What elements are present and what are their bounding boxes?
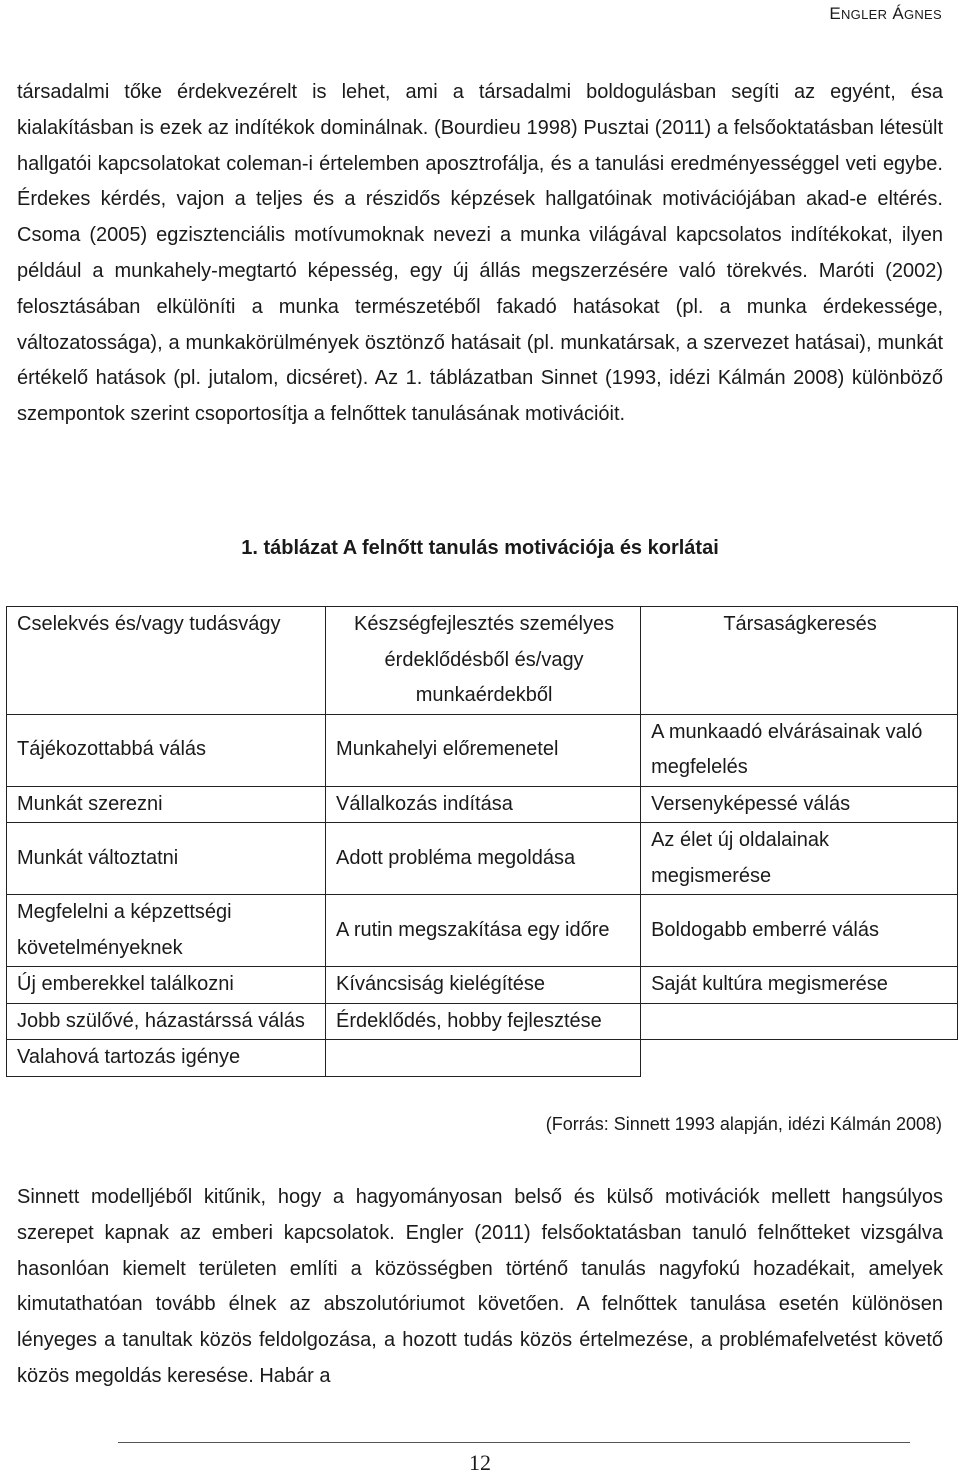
- table-cell: Valahová tartozás igénye: [7, 1040, 326, 1077]
- page-number: 12: [469, 1450, 491, 1475]
- table-row: [7, 895, 958, 967]
- table-source: (Forrás: Sinnett 1993 alapján, idézi Kálmán 2008): [545, 1114, 942, 1134]
- table-cell: Adott probléma megoldása: [326, 823, 641, 895]
- table-cell: Boldogabb emberré válás: [641, 895, 958, 967]
- author-last-rest: GNES: [903, 7, 942, 22]
- author-first-initial: E: [829, 4, 841, 23]
- table-cell: Munkát változtatni: [7, 823, 326, 895]
- table-cell: A rutin megszakítása egy időre: [326, 895, 641, 967]
- table-cell: [641, 1003, 958, 1040]
- table-cell: Megfelelni a képzettségi követelményeknek: [7, 895, 326, 967]
- table-cell: Versenyképessé válás: [641, 786, 958, 823]
- table-row: [7, 1003, 958, 1040]
- table-row: [7, 823, 958, 895]
- table-cell: Munkahelyi előremenetel: [326, 714, 641, 786]
- table-cell: Munkát szerezni: [7, 786, 326, 823]
- table-row: [7, 607, 958, 715]
- table-row: [7, 1040, 958, 1077]
- table-cell: Társaságkeresés: [641, 607, 958, 715]
- running-header: [829, 4, 942, 24]
- table-cell: Készségfejlesztés személyes érdeklődésből és/vagy munkaérdekből: [326, 607, 641, 715]
- table-cell: [326, 1040, 641, 1077]
- author-first-rest: NGLER: [840, 7, 888, 22]
- table-cell: Saját kultúra megismerése: [641, 967, 958, 1004]
- table-cell: Tájékozottabbá válás: [7, 714, 326, 786]
- table-cell: A munkaadó elvárásainak való megfelelés: [641, 714, 958, 786]
- table-cell: [641, 1040, 958, 1077]
- table-caption: 1. táblázat A felnőtt tanulás motivációja és korlátai: [241, 537, 719, 559]
- motivation-table: [6, 606, 958, 1077]
- table-cell: Kíváncsiság kielégítése: [326, 967, 641, 1004]
- table-cell: Az élet új oldalainak megismerése: [641, 823, 958, 895]
- table-cell: Jobb szülővé, házastárssá válás: [7, 1003, 326, 1040]
- table-cell: Vállalkozás indítása: [326, 786, 641, 823]
- author-last-initial: Á: [892, 4, 904, 23]
- table-row: [7, 714, 958, 786]
- table-cell: Érdeklődés, hobby fejlesztése: [326, 1003, 641, 1040]
- body-paragraph-2: Sinnett modelljéből kitűnik, hogy a hagyományosan belső és külső motivációk mellett hangsúlyos szerepet kapnak az emberi kapcsolatok. Engler (2011) felsőoktatásban tanuló felnőtteket vizsgálva hasonlóan kiemelt területen említi a közösségben történő tanulás nagyfokú hozadékait, amelyek kimutathatóan tovább élnek az abszolutóriumot követően. A felnőttek tanulása esetén különösen lényeges a tanultak közös feldolgozása, a hozott tudás közös értelmezése, a problémafelvetést követő közös megoldás keresése. Habár a: [17, 1186, 943, 1387]
- table-cell: Új emberekkel találkozni: [7, 967, 326, 1004]
- table-row: [7, 967, 958, 1004]
- table-row: [7, 786, 958, 823]
- table-cell: Cselekvés és/vagy tudásvágy: [7, 607, 326, 715]
- body-paragraph-1: társadalmi tőke érdekvezérelt is lehet, ami a társadalmi boldogulásban segíti az egyént, ésa kialakításban is ezek az indítékok dominálnak. (Bourdieu 1998) Pusztai (2011) a felsőoktatásban létesült hallgatói kapcsolatokat coleman-i értelemben aposztrofálja, és a tanulási eredményességgel veti egybe. Érdekes kérdés, vajon a teljes és a részidős képzések hallgatóinak motivációjában akad-e eltérés. Csoma (2005) egzisztenciális motívumoknak nevezi a munka világával kapcsolatos indítékokat, ilyen például a munkahely-megtartó képesség, egy új állás megszerzésére való törekvés. Maróti (2002) felosztásában elkülöníti a munka természetéből fakadó hatásokat (pl. a munka érdekessége, változatossága), a munkakörülmények ösztönző hatásait (pl. munkatársak, a szervezet hatásai), munkát értékelő hatások (pl. jutalom, dicséret). Az 1. táblázatban Sinnet (1993, idézi Kálmán 2008) különböző szempontok szerint csoportosítja a felnőttek tanulásának motivációit.: [17, 81, 943, 426]
- footer-divider: [118, 1442, 910, 1443]
